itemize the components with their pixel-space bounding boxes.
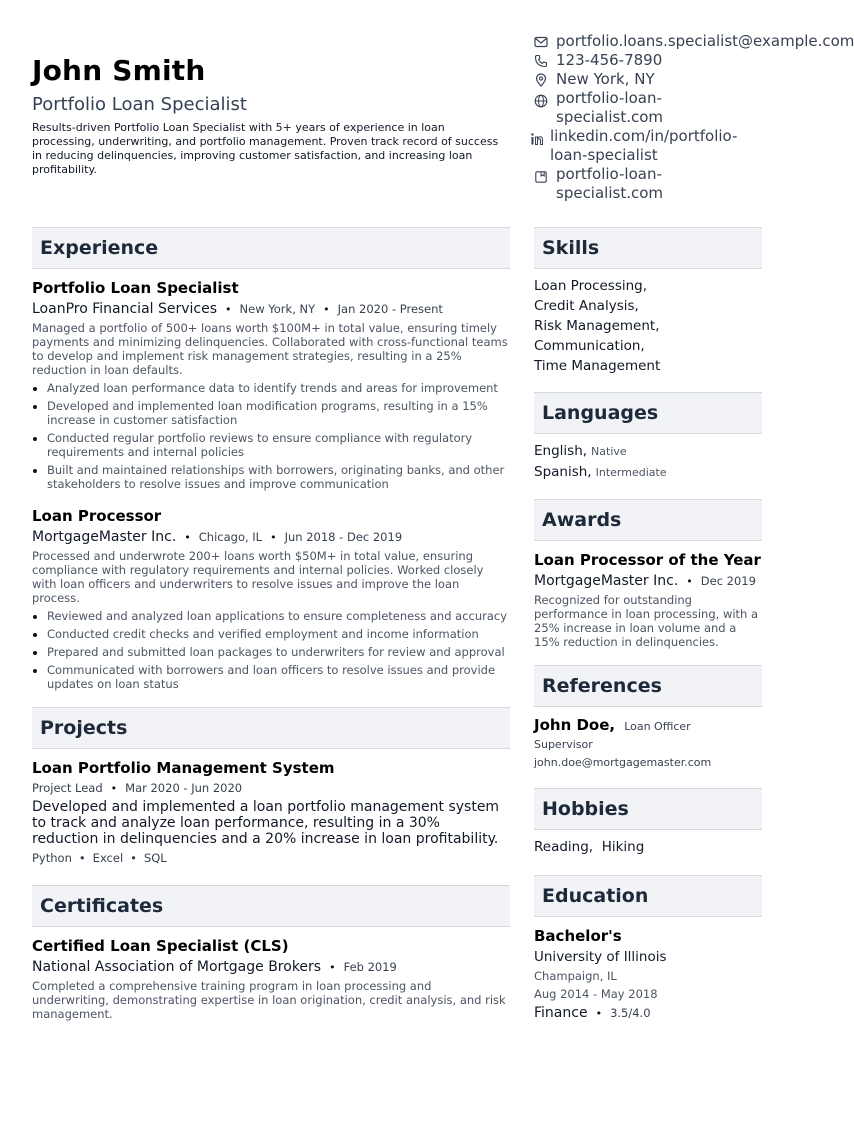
award-meta: MortgageMaster Inc. • Dec 2019: [534, 573, 756, 589]
linkedin-icon: [530, 132, 544, 146]
website-text: portfolio-loan-specialist.com: [556, 89, 664, 126]
languages-heading: Languages: [534, 392, 762, 434]
job-meta: MortgageMaster Inc. • Chicago, IL • Jun 2018 - Dec 2019: [32, 529, 403, 545]
contact-list: [534, 32, 854, 203]
certificate-entry: [32, 937, 510, 1021]
field-of-study: Finance: [534, 1005, 588, 1021]
experience-heading: Experience: [32, 227, 510, 269]
certificate-meta: National Association of Mortgage Brokers • Feb 2019: [32, 959, 397, 975]
school: University of Illinois: [534, 949, 667, 965]
job-description: Processed and underwrote 200+ loans worth $50M+ in total value, ensuring compliance with regulatory requirements and internal policies. Worked closely with loan officers and underwriters to resolve issues and improve the loan process.: [32, 549, 484, 605]
certificate-title: Certified Loan Specialist (CLS): [32, 937, 289, 955]
certificates-heading: Certificates: [32, 885, 510, 927]
skill-item: Credit Analysis,: [534, 298, 639, 314]
certificate-description: Completed a comprehensive training program in loan processing and underwriting, demonstrating expertise in loan origination, credit analysis, and risk management.: [32, 979, 506, 1021]
company: LoanPro Financial Services: [32, 301, 218, 317]
location-text: New York, NY: [556, 70, 655, 88]
award-entry: [534, 551, 762, 649]
candidate-name: John Smith: [32, 54, 206, 87]
award-org: MortgageMaster Inc.: [534, 573, 679, 589]
award-description: Recognized for outstanding performance in loan processing, with a 25% increase in loan volume and a 15% reduction in delinquencies.: [534, 593, 759, 649]
languages-list: [534, 441, 762, 483]
hobby-item: Reading,: [534, 839, 594, 855]
job-bullets: [32, 609, 510, 691]
list-item: • Conducted regular portfolio reviews to ensure compliance with regulatory requirements and internal policies: [47, 431, 510, 459]
email-text: portfolio.loans.specialist@example.com: [556, 32, 854, 50]
phone-text: 123-456-7890: [556, 51, 663, 69]
language-item: [534, 441, 762, 462]
job-description: Managed a portfolio of 500+ loans worth $100M+ in total value, ensuring timely payments and minimizing delinquencies. Collaborated with cross-functional teams to develop and implement risk management strategies, resulting in a 25% reduction in loan defaults.: [32, 321, 508, 377]
degree: Bachelor's: [534, 927, 622, 945]
projects-heading: Projects: [32, 707, 510, 749]
education-heading: Education: [534, 875, 762, 917]
project-description: Developed and implemented a loan portfolio management system to track and analyze loan performance, resulting in a 30% reduction in delinquencies and a 20% increase in loan profitability.: [32, 799, 500, 847]
reference-relation: Supervisor: [534, 738, 593, 751]
skills-heading: Skills: [534, 227, 762, 269]
side-column: [534, 227, 762, 1021]
list-item: • Communicated with borrowers and loan officers to resolve issues and provide updates on loan status: [47, 663, 510, 691]
award-date: Dec 2019: [700, 574, 756, 588]
skills-list: [534, 276, 762, 376]
job-title: Loan Processor: [32, 507, 162, 525]
hobbies-list: [534, 837, 762, 857]
hobbies-heading: Hobbies: [534, 788, 762, 830]
education-dates: Aug 2014 - May 2018: [534, 987, 658, 1001]
summary: Results-driven Portfolio Loan Specialist with 5+ years of experience in loan processing, underwriting, and portfolio management. Proven track record of success in reducing delinquencies, improving customer satisfaction, and increasing loan profitability.: [32, 121, 499, 176]
contact-portfolio[interactable]: [534, 165, 794, 203]
job-title: Portfolio Loan Specialist: [32, 279, 239, 297]
job-meta: LoanPro Financial Services • New York, NY • Jan 2020 - Present: [32, 301, 443, 317]
job-bullets: [32, 381, 510, 491]
education-field-meta: Finance • 3.5/4.0: [534, 1005, 651, 1021]
language-level: Native: [591, 445, 627, 458]
contact-phone[interactable]: [534, 51, 794, 70]
language-level: Intermediate: [595, 466, 667, 479]
contact-linkedin[interactable]: [530, 127, 794, 165]
award-title: Loan Processor of the Year: [534, 551, 761, 569]
skill-item: Risk Management,: [534, 318, 660, 334]
project-entry: [32, 759, 510, 865]
reference-email[interactable]: john.doe@mortgagemaster.com: [534, 756, 712, 769]
project-dates: Mar 2020 - Jun 2020: [125, 781, 243, 795]
skill-item: Time Management: [534, 358, 661, 374]
reference-name: John Doe,: [534, 716, 616, 734]
school-location: Champaign, IL: [534, 969, 617, 983]
tag: SQL: [143, 851, 167, 865]
project-meta: Project Lead • Mar 2020 - Jun 2020: [32, 781, 243, 795]
contact-location: [534, 70, 794, 89]
portfolio-text: portfolio-loan-specialist.com: [556, 165, 664, 202]
list-item: • Developed and implemented loan modification programs, resulting in a 15% increase in customer satisfaction: [47, 399, 510, 427]
project-title: Loan Portfolio Management System: [32, 759, 335, 777]
reference-entry: [534, 715, 762, 770]
tag: Python: [32, 851, 72, 865]
reference-role: Loan Officer: [624, 720, 691, 733]
experience-entry: [32, 507, 510, 691]
job-dates: Jan 2020 - Present: [337, 302, 443, 316]
language-item: [534, 462, 762, 483]
experience-entry: [32, 279, 510, 491]
list-item: • Prepared and submitted loan packages to underwriters for review and approval: [47, 645, 510, 659]
main-column: [32, 227, 510, 1021]
job-dates: Jun 2018 - Dec 2019: [284, 530, 403, 544]
list-item: • Conducted credit checks and verified employment and income information: [47, 627, 510, 641]
hobby-item: Hiking: [601, 839, 645, 855]
mail-icon: [534, 35, 548, 49]
language-name: English,: [534, 443, 588, 459]
map-pin-icon: [534, 73, 548, 87]
certificate-date: Feb 2019: [343, 960, 397, 974]
project-role: Project Lead: [32, 781, 103, 795]
list-item: • Built and maintained relationships with borrowers, originating banks, and other stakeholders to resolve issues and improve communication: [47, 463, 510, 491]
language-name: Spanish,: [534, 464, 592, 480]
company: MortgageMaster Inc.: [32, 529, 177, 545]
phone-icon: [534, 54, 548, 68]
education-entry: [534, 927, 762, 1021]
skill-item: Loan Processing,: [534, 278, 648, 294]
contact-website[interactable]: [534, 89, 794, 127]
linkedin-text: linkedin.com/in/portfolio-loan-specialist: [550, 127, 738, 164]
candidate-title: Portfolio Loan Specialist: [32, 94, 247, 115]
list-item: • Analyzed loan performance data to identify trends and areas for improvement: [47, 381, 510, 395]
certificate-issuer: National Association of Mortgage Brokers: [32, 959, 322, 975]
awards-heading: Awards: [534, 499, 762, 541]
list-item: • Reviewed and analyzed loan applications to ensure completeness and accuracy: [47, 609, 510, 623]
gpa: 3.5/4.0: [610, 1006, 651, 1020]
skill-item: Communication,: [534, 338, 645, 354]
job-location: Chicago, IL: [198, 530, 263, 544]
portfolio-icon: [534, 170, 548, 184]
project-tags: Python • Excel • SQL: [32, 851, 167, 865]
references-heading: References: [534, 665, 762, 707]
tag: Excel: [92, 851, 124, 865]
globe-icon: [534, 94, 548, 108]
job-location: New York, NY: [239, 302, 316, 316]
contact-email[interactable]: [534, 32, 854, 51]
